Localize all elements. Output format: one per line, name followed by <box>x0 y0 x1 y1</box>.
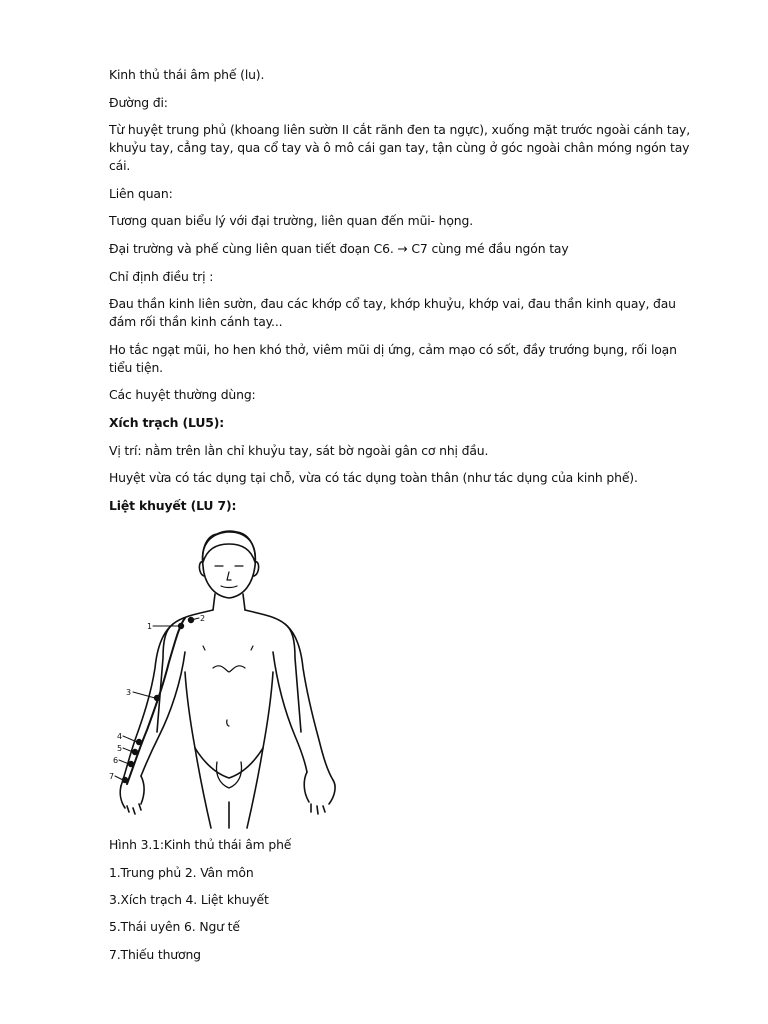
neck <box>213 594 245 610</box>
face-features <box>215 566 243 588</box>
right-arm <box>285 624 333 780</box>
lu5-heading: Xích trạch (LU5): <box>109 414 225 430</box>
meridian-figure <box>109 522 349 830</box>
right-hand <box>304 772 335 814</box>
chest <box>203 646 253 672</box>
label-2: 2 <box>200 614 206 624</box>
label-6: 6 <box>113 756 119 766</box>
points-heading: Các huyệt thường dùng: <box>109 387 256 403</box>
label-4: 4 <box>117 732 123 742</box>
right-arm-inner <box>273 652 307 772</box>
torso-right <box>245 610 301 732</box>
route-heading: Đường đi: <box>109 94 168 110</box>
relation-text-1: Tương quan biểu lý với đại trường, liên quan đến mũi- họng. <box>109 213 474 229</box>
label-5: 5 <box>117 744 123 754</box>
route-text: Từ huyệt trung phủ (khoang liên sườn II cắt rãnh đen ta ngực), xuống mặt trước ngoài cánh tay, khuỷu tay, cẳng tay, qua cổ tay và ô mô cái gan tay, tận cùng ở góc ngoài chân móng ngón tay cái. <box>109 122 690 174</box>
label-1: 1 <box>147 622 153 632</box>
document-page <box>109 66 699 973</box>
legend-line-4: 7.Thiếu thương <box>109 946 201 962</box>
label-3: 3 <box>126 688 132 698</box>
pelvis <box>195 748 263 778</box>
legend-line-2: 3.Xích trạch 4. Liệt khuyết <box>109 892 269 908</box>
navel <box>227 720 229 726</box>
label-7: 7 <box>109 772 115 782</box>
indication-text-1: Đau thần kinh liên sườn, đau các khớp cổ tay, khớp khuỷu, khớp vai, đau thần kinh quay, đau đám rối thần kinh cánh tay... <box>109 296 676 330</box>
document-title: Kinh thủ thái âm phế (lu). <box>109 67 265 82</box>
human-body-illustration <box>105 522 345 830</box>
left-arm-inner <box>141 652 185 776</box>
groin-detail <box>217 762 242 788</box>
torso-left <box>157 610 213 732</box>
lu7-heading: Liệt khuyết (LU 7): <box>109 497 237 513</box>
figure-caption: Hình 3.1:Kinh thủ thái âm phế <box>109 837 292 853</box>
indication-heading: Chỉ định điều trị : <box>109 268 214 284</box>
lu5-effect: Huyệt vừa có tác dụng tại chỗ, vừa có tác dụng toàn thân (như tác dụng của kinh phế). <box>109 470 638 486</box>
relation-text-2: Đại trường và phế cùng liên quan tiết đoạn C6. → C7 cùng mé đầu ngón tay <box>109 240 569 256</box>
lu5-location: Vị trí: nằm trên lằn chỉ khuỷu tay, sát bờ ngoài gân cơ nhị đầu. <box>109 442 489 458</box>
legend-line-1: 1.Trung phủ 2. Vân môn <box>109 864 254 880</box>
legend-line-3: 5.Thái uyên 6. Ngư tế <box>109 919 240 935</box>
relation-heading: Liên quan: <box>109 185 173 201</box>
figure-caption-block <box>109 836 699 964</box>
indication-text-2: Ho tắc ngạt mũi, ho hen khó thở, viêm mũi dị ứng, cảm mạo có sốt, đầy trướng bụng, rối loạn tiểu tiện. <box>109 341 677 375</box>
abdomen <box>185 672 273 748</box>
